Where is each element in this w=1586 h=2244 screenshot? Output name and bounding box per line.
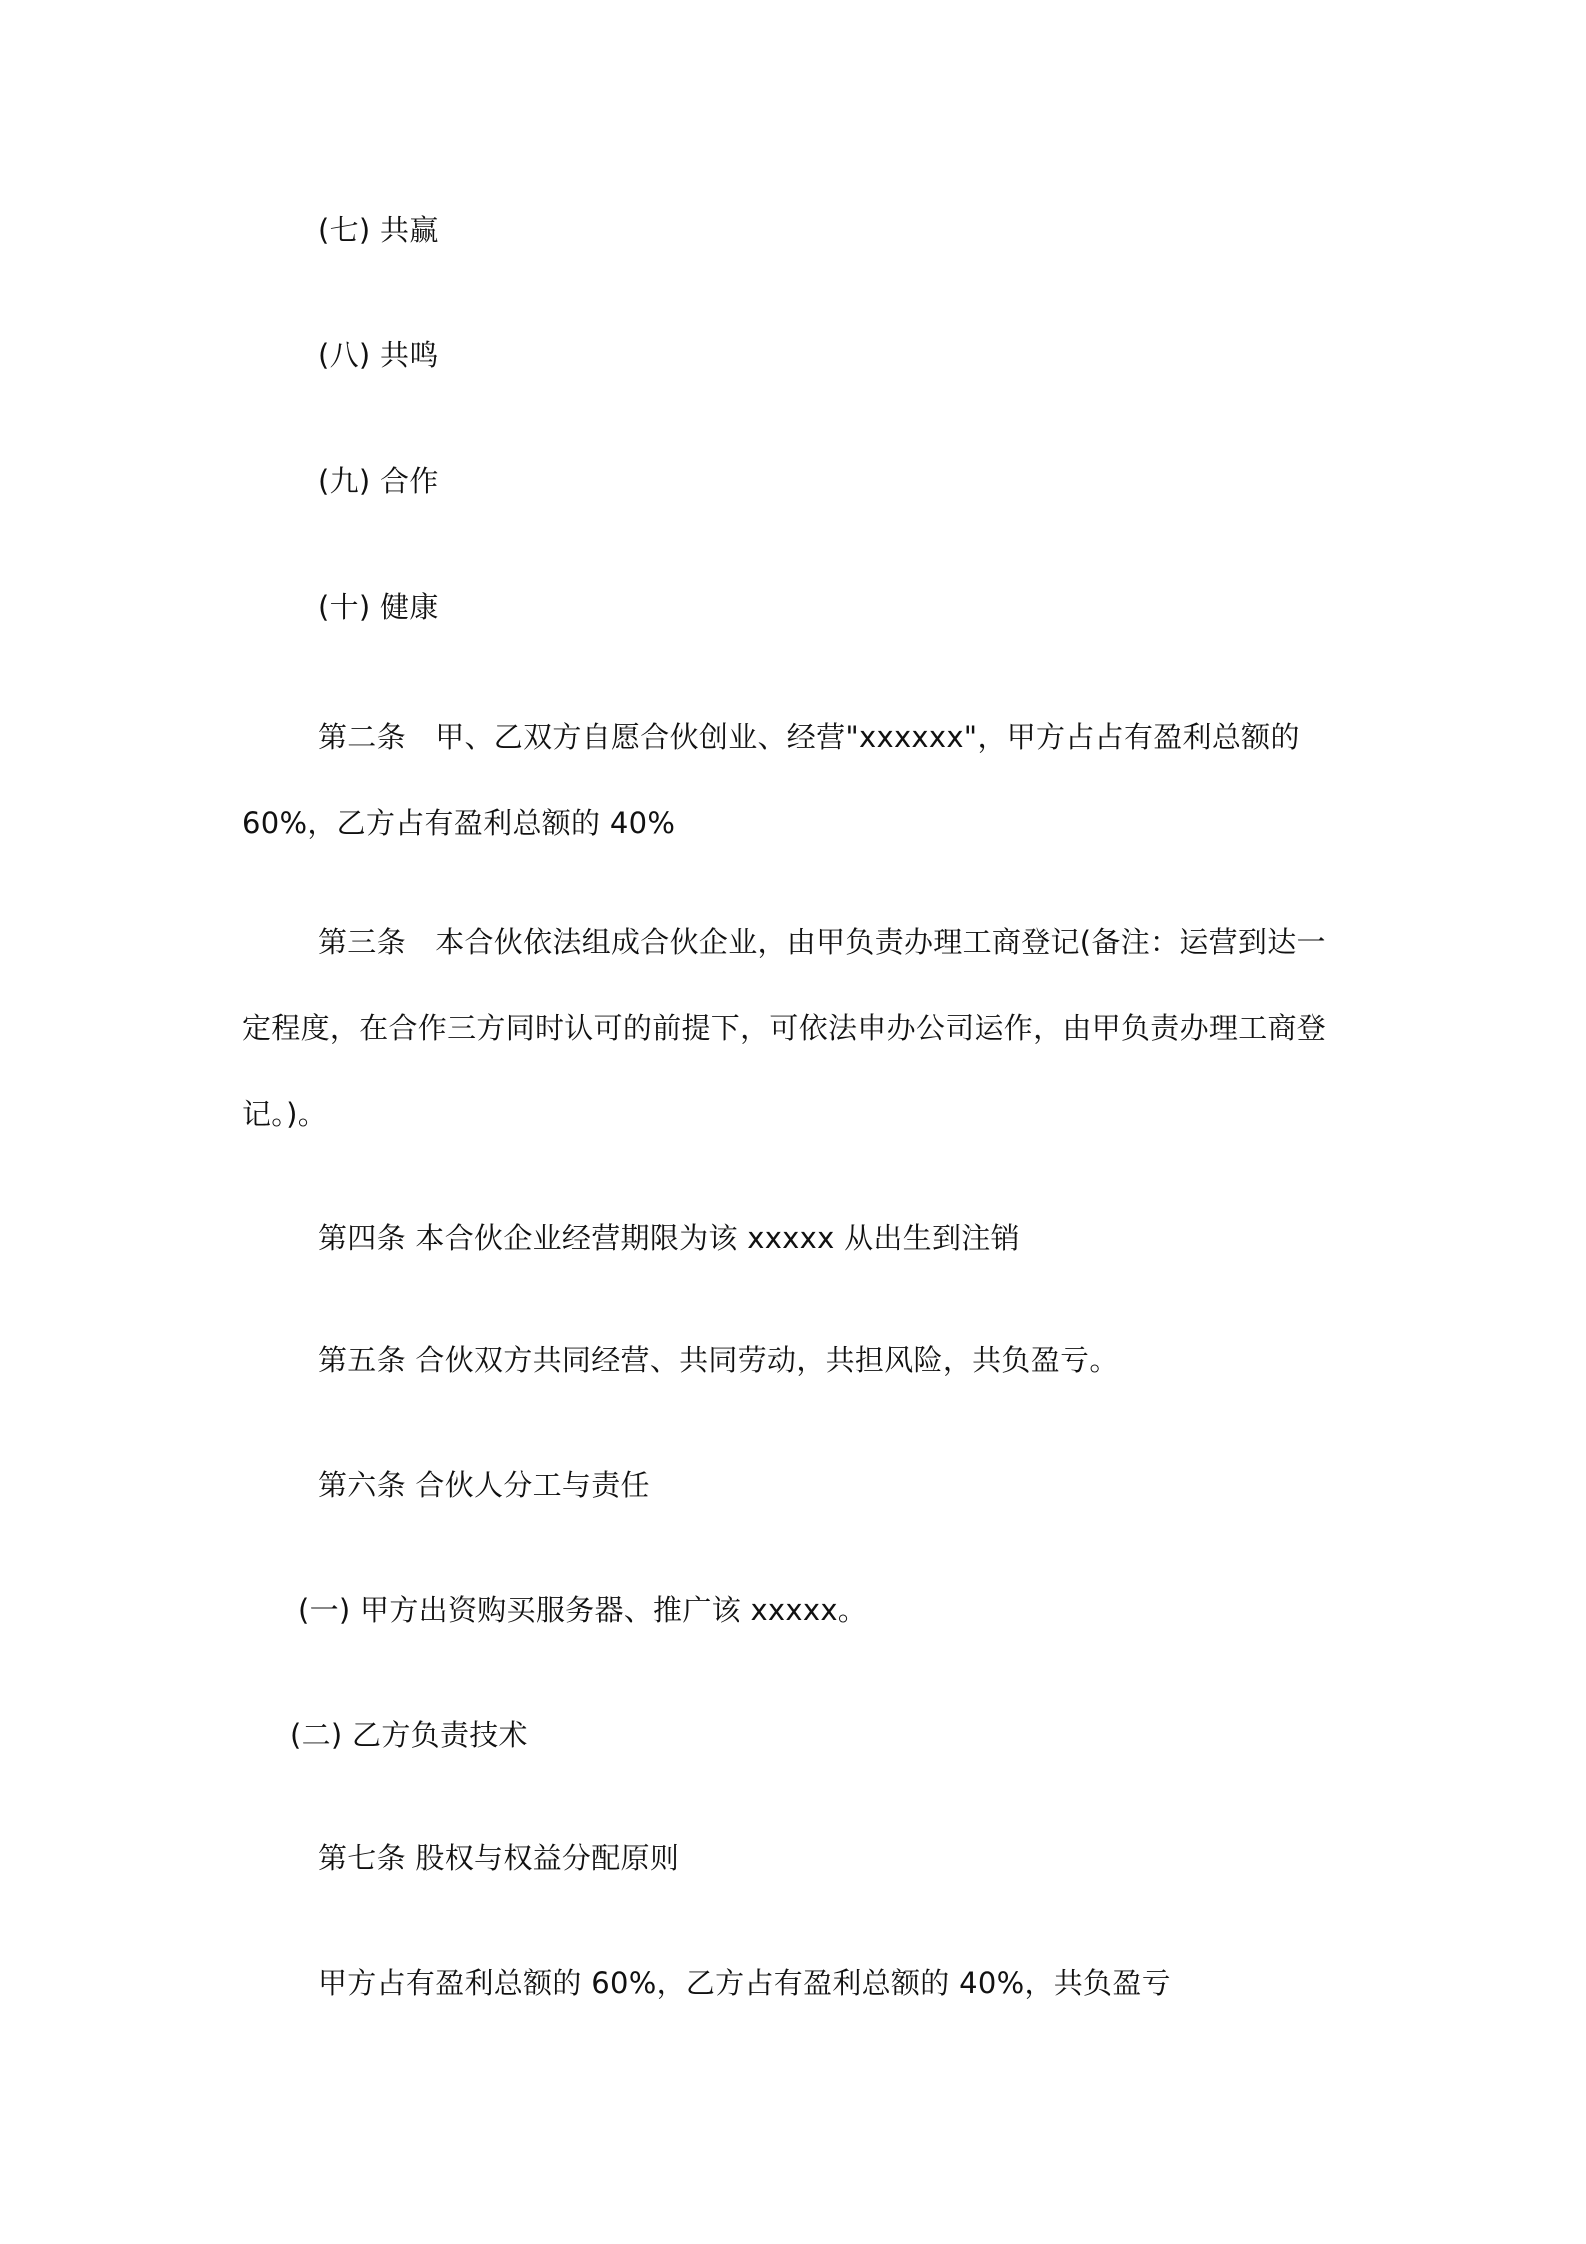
article-6-item-1: (一) 甲方出资购买服务器、推广该 xxxxx。	[298, 1593, 868, 1627]
list-item-10: (十) 健康	[318, 590, 439, 624]
article-4: 第四条 本合伙企业经营期限为该 xxxxx 从出生到注销	[318, 1221, 1020, 1255]
article-6: 第六条 合伙人分工与责任	[318, 1468, 650, 1502]
article-2-line-1: 第二条 甲、乙双方自愿合伙创业、经营"xxxxxx"，甲方占占有盈利总额的	[318, 720, 1300, 754]
article-2-line-2: 60%，乙方占有盈利总额的 40%	[242, 806, 676, 840]
article-3-line-2: 定程度，在合作三方同时认可的前提下，可依法申办公司运作，由甲负责办理工商登	[242, 1011, 1327, 1045]
list-item-7: (七) 共赢	[318, 213, 439, 247]
list-item-8: (八) 共鸣	[318, 338, 439, 372]
article-7: 第七条 股权与权益分配原则	[318, 1841, 680, 1875]
article-3-line-3: 记。)。	[242, 1097, 328, 1131]
article-6-item-2: (二) 乙方负责技术	[290, 1718, 528, 1752]
list-item-9: (九) 合作	[318, 464, 439, 498]
article-3-line-1: 第三条 本合伙依法组成合伙企业，由甲负责办理工商登记(备注：运营到达一	[318, 925, 1326, 959]
article-5: 第五条 合伙双方共同经营、共同劳动，共担风险，共负盈亏。	[318, 1343, 1119, 1377]
article-7-body: 甲方占有盈利总额的 60%，乙方占有盈利总额的 40%，共负盈亏	[318, 1966, 1171, 2000]
